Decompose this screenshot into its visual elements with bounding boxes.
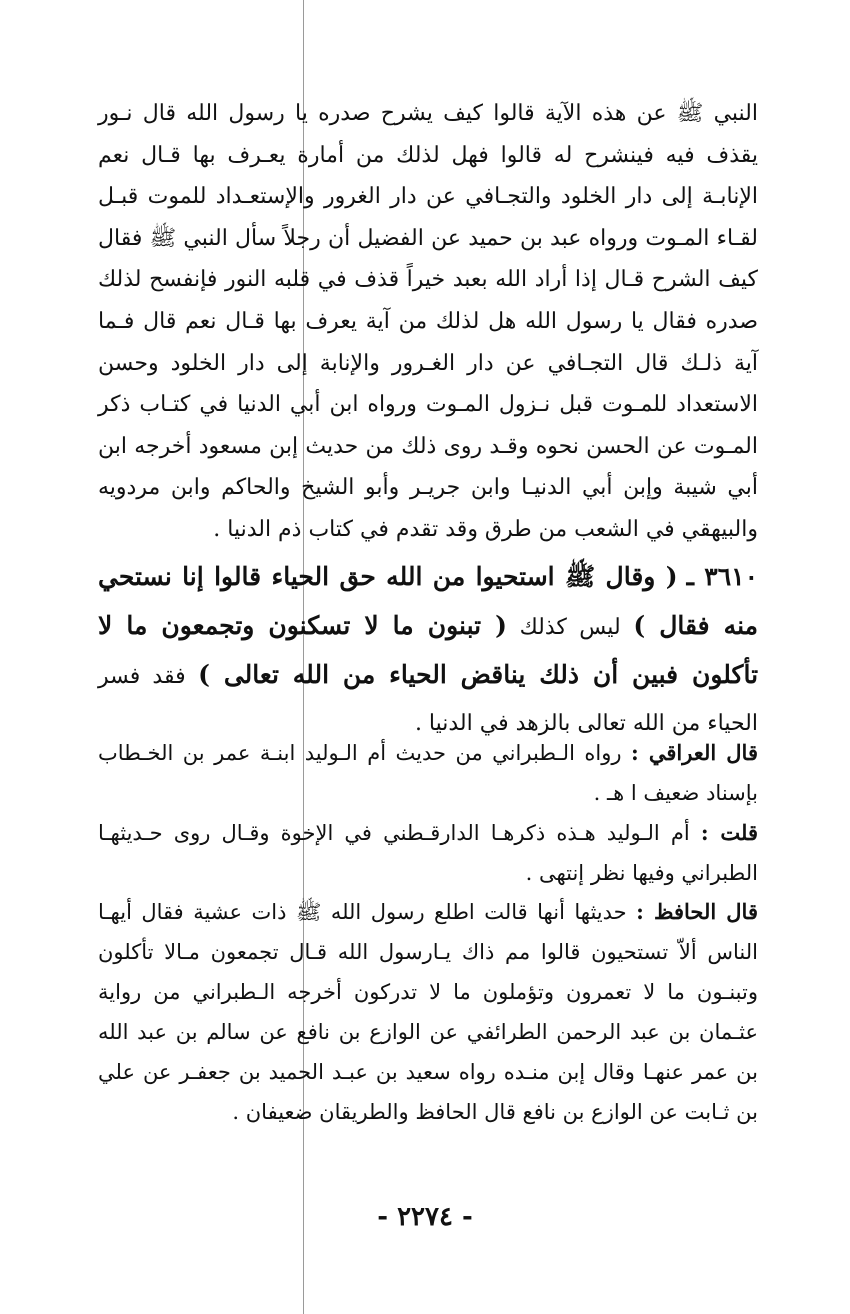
hafiz-label: قال الحافظ :	[636, 899, 758, 924]
hadith-number: ٣٦١٠ ـ	[686, 562, 759, 591]
hadith-3610	[98, 553, 758, 747]
paragraph-continuation	[98, 93, 758, 551]
hadith-text-1: ( وقال ﷺ استحيوا من الله حق الحياء قالوا إنا نستحي منه فقال )	[98, 562, 758, 640]
hafiz-text: حديثها أنها قالت اطلع رسول الله ﷺ ذات عشية فقال أيهـا الناس ألاّ تستحيون قالوا مم ذاك يـارسول الله قـال تجمعون مـالا تأكلون وتبنـون ما لا تعمرون وتؤملون ما لا تدركون أخرجه الـطبراني من رواية عثـمان بن عبد الرحمن الطرائفي عن الوازع بن نافع عن سالم بن عبد الله بن عمر عنهـا وقال إبن منـده رواه سعيد بن عبـد الحميد بن جعفـر عن علي بن ثـابت عن الوازع بن نافع قال الحافظ والطريقان ضعيفان .	[98, 900, 758, 1124]
iraqi-text: رواه الـطبراني من حديث أم الـوليد ابنـة عمر بن الخـطاب بإسناد ضعيف ا هـ .	[98, 741, 758, 805]
iraqi-label: قال العراقي :	[630, 740, 758, 765]
hadith-text-3: ( تبنون ما لا تسكنون وتجمعون ما لا تأكلون فبين أن ذلك يناقض الحياء من الله تعالى )	[98, 611, 759, 689]
qultu-comment	[98, 813, 758, 893]
qultu-text: أم الـوليد هـذه ذكرهـا الدارقـطني في الإخوة وقـال روى حـديثهـا الطبراني وفيها نظر إنتهى .	[98, 821, 758, 885]
iraqi-comment	[98, 733, 758, 813]
paragraph-text: النبي ﷺ عن هذه الآية قالوا كيف يشرح صدره يا رسول الله قال نـور يقذف فيه فينشرح له قالوا فهل لذلك من أمارة يعـرف بها قـال نعم الإنابـة إلى دار الخلود والتجـافي عن دار الغرور والإستعـداد للموت قبـل لقـاء المـوت ورواه عبد بن حميد عن الفضيل أن رجلاً سأل النبي ﷺ فقال كيف الشرح قـال إذا أراد الله بعبد خيراً قذف في قلبه النور فإنفسح لذلك صدره فقال يا رسول الله هل لذلك من آية يعرف بها قـال نعم قال فـما آية ذلـك قال التجـافي عن دار الغـرور والإنابة إلى دار الخلود وحسن الاستعداد للمـوت قبل نـزول المـوت ورواه ابن أبي الدنيا في كتـاب ذكر المـوت عن الحسن نحوه وقـد روى ذلك من حديث إبن مسعود أخرجه ابن أبي شيبة وإبن أبي الدنيـا وابن جريـر وأبو الشيخ والحاكم وابن مردويه والبيهقي في الشعب من طرق وقد تقدم في كتاب ذم الدنيا .	[98, 101, 758, 542]
hadith-text-4: فقد فسر الحياء من الله تعالى بالزهد في الدنيا .	[98, 664, 758, 736]
hafiz-comment	[98, 892, 758, 1132]
page-number: - ٢٢٧٤ -	[377, 1202, 473, 1232]
hadith-text-2: ليس كذلك	[519, 615, 621, 640]
qultu-label: قلت :	[700, 820, 758, 845]
